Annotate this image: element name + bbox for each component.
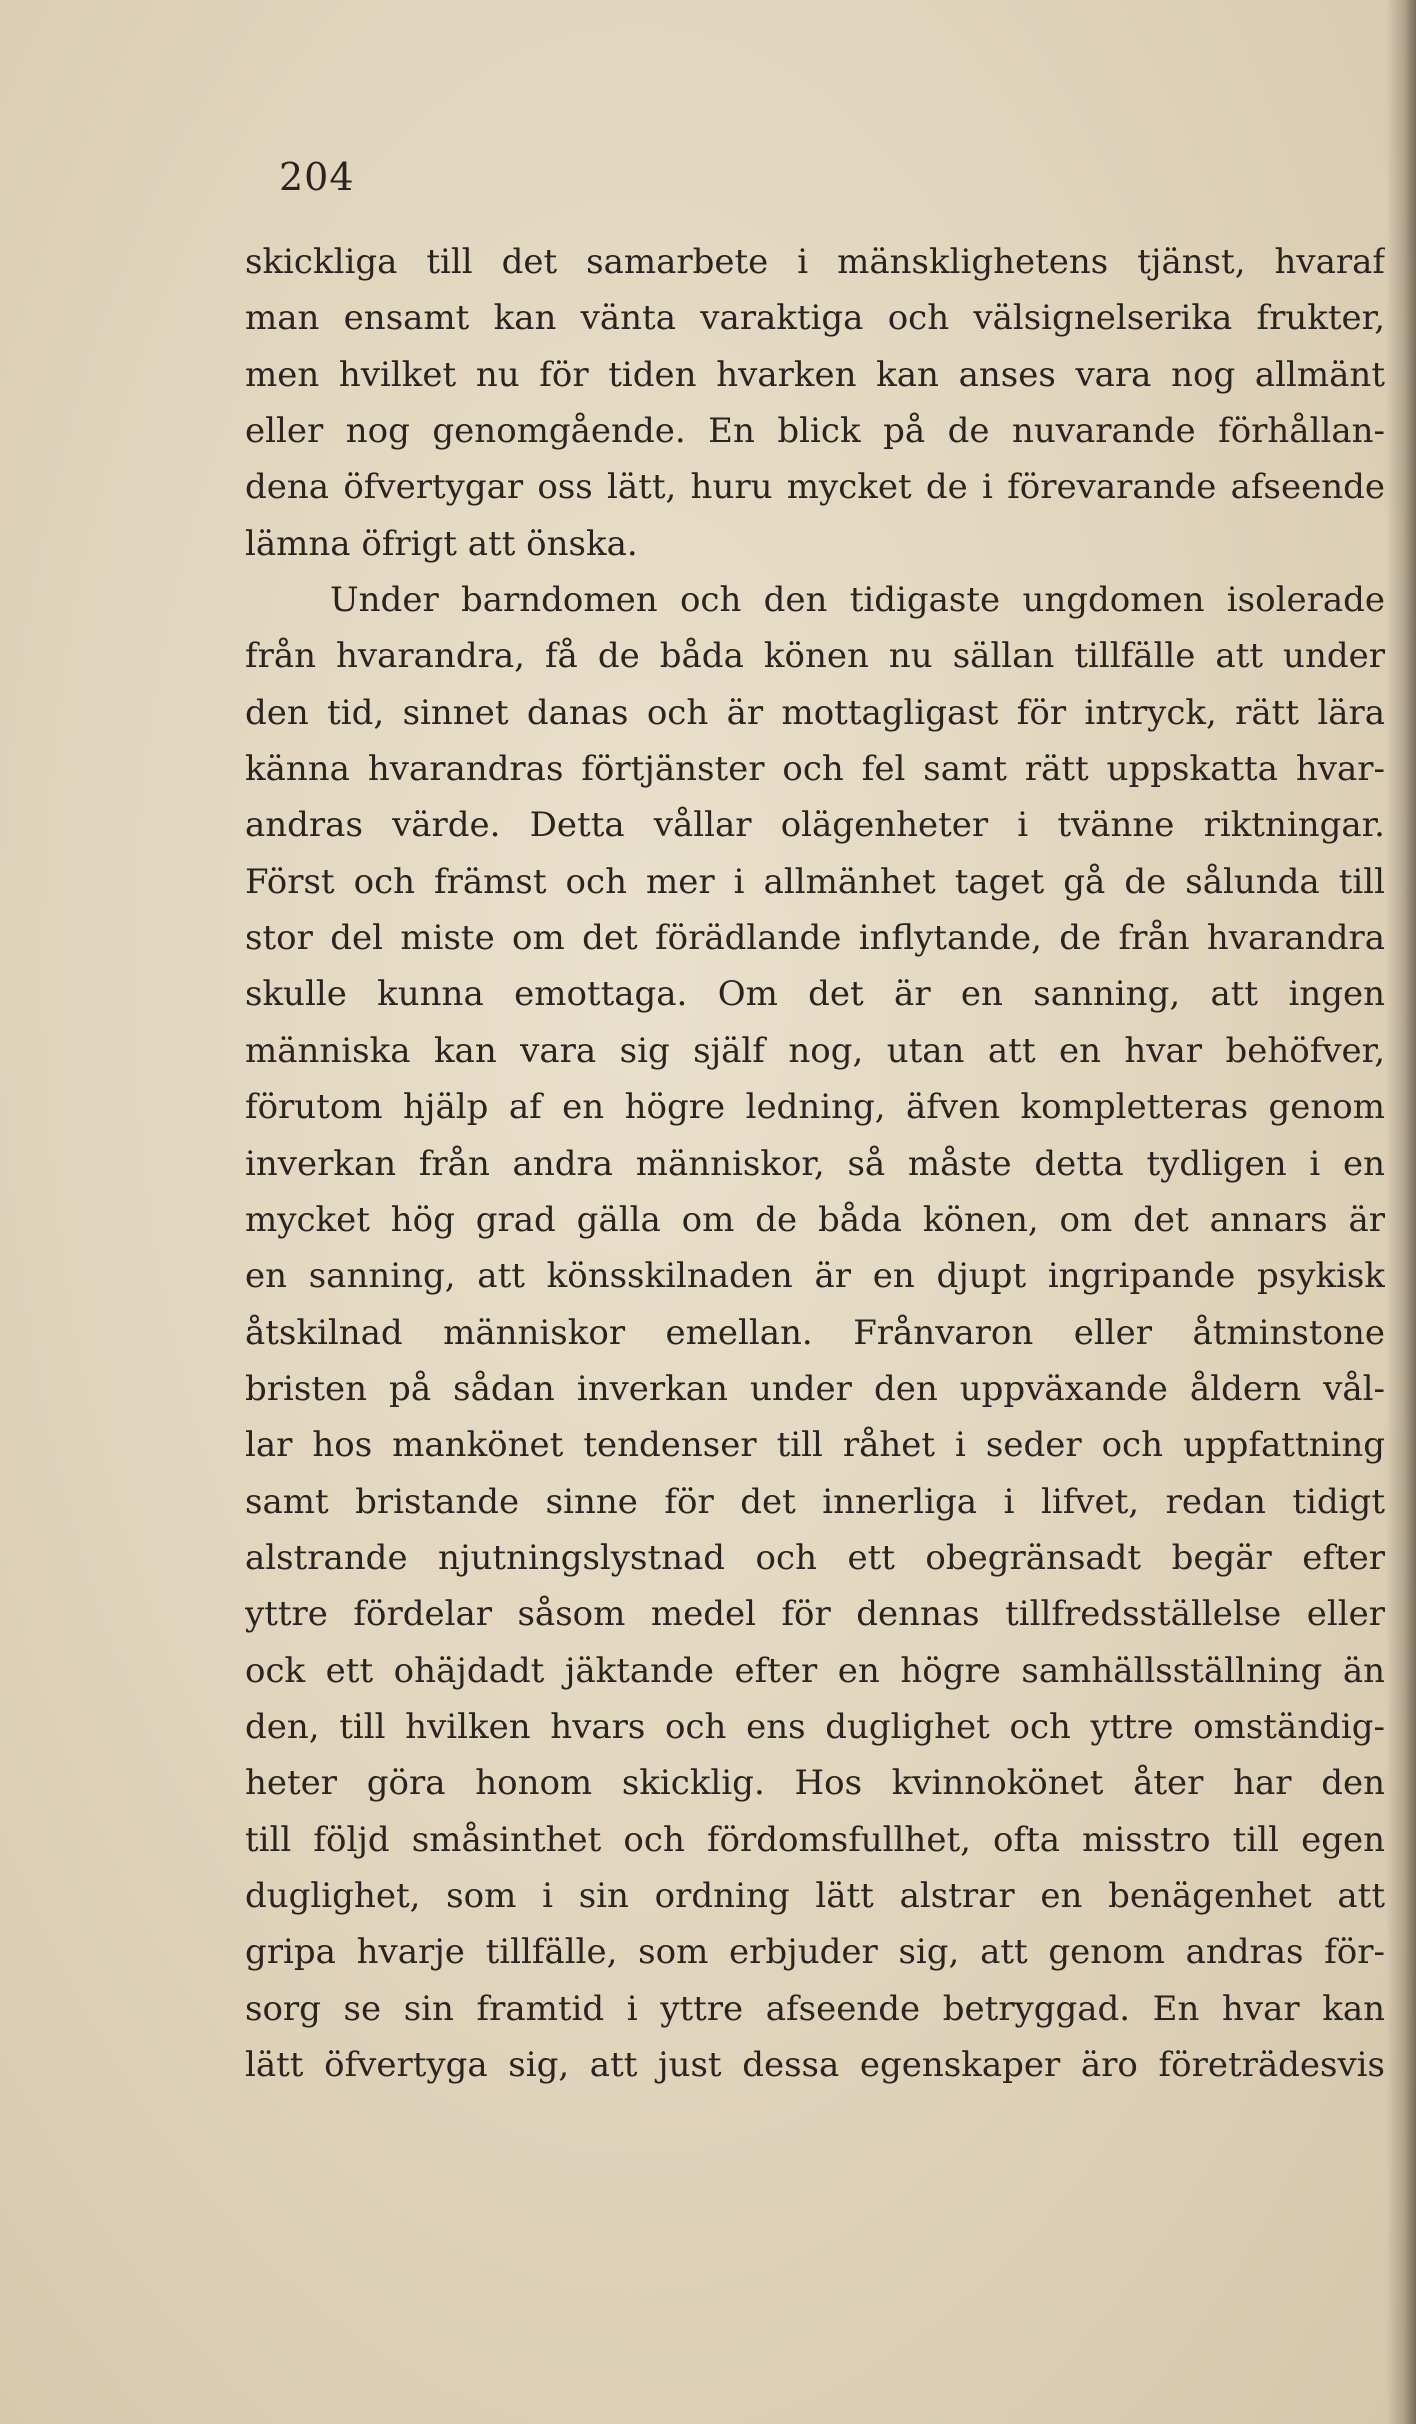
text-line: lämna öfrigt att önska. [245, 523, 638, 564]
text-line: dena öfvertygar oss lätt, huru mycket de i förevarande afseende [245, 467, 1385, 508]
text-line: eller nog genomgående. En blick på de nuvarande förhållan- [245, 411, 1385, 452]
text-line: åtskilnad människor emellan. Frånvaron eller åtminstone [245, 1312, 1385, 1353]
text-line: förutom hjälp af en högre ledning, äfven kompletteras genom [245, 1087, 1385, 1128]
page-number: 204 [279, 155, 355, 199]
text-line: sorg se sin framtid i yttre afseende betryggad. En hvar kan [245, 1988, 1385, 2029]
text-line: stor del miste om det förädlande inflytande, de från hvarandra [245, 918, 1385, 959]
text-line: inverkan från andra människor, så måste detta tydligen i en [245, 1143, 1385, 1184]
text-line: duglighet, som i sin ordning lätt alstrar en benägenhet att [245, 1875, 1385, 1916]
text-line: människa kan vara sig själf nog, utan att en hvar behöfver, [245, 1030, 1385, 1071]
text-line: skickliga till det samarbete i mänsklighetens tjänst, hvaraf [245, 242, 1385, 282]
text-line: den tid, sinnet danas och är mottagligast för intryck, rätt lära [245, 692, 1385, 733]
text-line: yttre fördelar såsom medel för dennas tillfredsställelse eller [245, 1594, 1385, 1635]
text-line: lar hos mankönet tendenser till råhet i seder och uppfattning [245, 1425, 1385, 1466]
body-text [245, 234, 1385, 2093]
text-line: andras värde. Detta vållar olägenheter i tvänne riktningar. [245, 805, 1385, 846]
text-line: alstrande njutningslystnad och ett obegränsadt begär efter [245, 1537, 1385, 1578]
text-line: känna hvarandras förtjänster och fel samt rätt uppskatta hvar- [245, 749, 1385, 790]
text-line: bristen på sådan inverkan under den uppväxande åldern vål- [245, 1368, 1385, 1409]
page-edge-shadow [1386, 0, 1416, 2424]
text-line: ock ett ohäjdadt jäktande efter en högre samhällsställning än [245, 1650, 1385, 1691]
text-line: från hvarandra, få de båda könen nu sällan tillfälle att under [245, 636, 1385, 677]
text-line: en sanning, att könsskilnaden är en djupt ingripande psykisk [245, 1256, 1385, 1297]
paragraph-start-line: Under barndomen och den tidigaste ungdomen isolerade [330, 580, 1385, 621]
text-line: man ensamt kan vänta varaktiga och välsignelserika frukter, [245, 298, 1385, 339]
text-line: gripa hvarje tillfälle, som erbjuder sig, att genom andras för- [245, 1932, 1385, 1973]
text-line: men hvilket nu för tiden hvarken kan anses vara nog allmänt [245, 354, 1385, 395]
text-line: skulle kunna emottaga. Om det är en sanning, att ingen [245, 974, 1385, 1015]
text-line: mycket hög grad gälla om de båda könen, om det annars är [245, 1199, 1385, 1240]
text-line: till följd småsinthet och fördomsfullhet, ofta misstro till egen [245, 1819, 1385, 1860]
text-line: samt bristande sinne för det innerliga i lifvet, redan tidigt [245, 1481, 1385, 1522]
text-line: den, till hvilken hvars och ens duglighet och yttre omständig- [245, 1706, 1385, 1747]
text-line: lätt öfvertyga sig, att just dessa egenskaper äro företrädesvis [245, 2045, 1385, 2085]
text-line: heter göra honom skicklig. Hos kvinnokönet åter har den [245, 1763, 1385, 1804]
text-line: Först och främst och mer i allmänhet taget gå de sålunda till [245, 861, 1385, 902]
